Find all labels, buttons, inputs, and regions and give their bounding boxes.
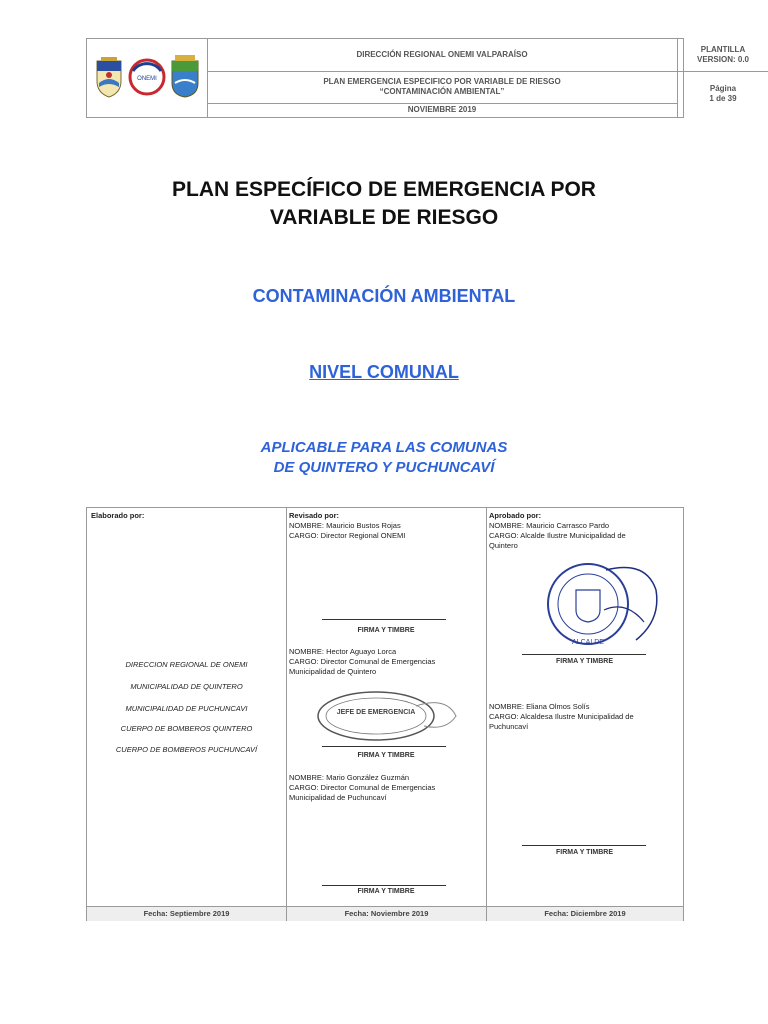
applicable-line1: APLICABLE PARA LAS COMUNAS	[260, 439, 508, 456]
emergency-stamp-icon	[306, 686, 466, 746]
revisado-label: Revisado por:	[289, 511, 340, 520]
page-title-line1: PLAN ESPECÍFICO DE EMERGENCIA POR	[172, 178, 596, 201]
header-plan-line2: “CONTAMINACIÓN AMBIENTAL”	[379, 87, 505, 96]
header-middle	[207, 39, 678, 117]
rev1-name: NOMBRE: Mauricio Bustos Rojas	[289, 521, 401, 530]
firma-label: FIRMA Y TIMBRE	[357, 752, 415, 759]
rev1-role: CARGO: Director Regional ONEMI	[289, 531, 406, 540]
apr1-role-line1: CARGO: Alcalde Ilustre Municipalidad de	[489, 531, 626, 540]
signature-line	[522, 654, 646, 655]
header-pagina-value: 1 de 39	[709, 94, 737, 103]
header-right	[677, 39, 768, 117]
institution-4: CUERPO DE BOMBEROS QUINTERO	[120, 724, 253, 733]
apr2-name: NOMBRE: Eliana Olmos Solís	[489, 702, 590, 711]
onemi-logo-icon	[128, 57, 166, 97]
firma-label: FIRMA Y TIMBRE	[555, 849, 614, 856]
column-revisado	[286, 508, 487, 906]
header-org: DIRECCIÓN REGIONAL ONEMI VALPARAÍSO	[356, 50, 528, 59]
firma-label: FIRMA Y TIMBRE	[555, 658, 614, 665]
signature-line	[322, 885, 446, 886]
level-title: NIVEL COMUNAL	[309, 362, 459, 382]
apr1-role-line2: Quintero	[489, 541, 518, 550]
signature-line	[322, 746, 446, 747]
emergency-stamp-text: JEFE DE EMERGENCIA	[336, 709, 416, 716]
municipal-seal-icon	[516, 560, 666, 652]
apr1-name: NOMBRE: Mauricio Carrasco Pardo	[489, 521, 610, 530]
institution-3: MUNICIPALIDAD DE PUCHUNCAVI	[125, 704, 248, 713]
header-plan	[207, 71, 677, 103]
institution-1: DIRECCION REGIONAL DE ONEMI	[125, 660, 248, 669]
apr2-role-line1: CARGO: Alcaldesa Ilustre Municipalidad de	[489, 712, 634, 721]
header-date: NOVIEMBRE 2019	[407, 105, 477, 114]
rev3-role-line2: Municipalidad de Puchuncaví	[289, 793, 387, 802]
quintero-coat-of-arms-icon	[169, 53, 201, 99]
fecha-revisado: Fecha: Noviembre 2019	[287, 907, 487, 921]
signature-table	[86, 507, 684, 921]
header-pagina-label: Página	[709, 84, 737, 93]
firma-label: FIRMA Y TIMBRE	[357, 888, 415, 895]
page-title	[0, 176, 768, 232]
rev2-role-line2: Municipalidad de Quintero	[289, 667, 377, 676]
subtitle: CONTAMINACIÓN AMBIENTAL	[252, 286, 516, 306]
apr2-role-line2: Puchuncaví	[489, 722, 529, 731]
applicable-text	[0, 438, 768, 478]
header-logos	[87, 39, 208, 117]
column-aprobado	[486, 508, 683, 906]
rev3-name: NOMBRE: Mario González Guzmán	[289, 773, 410, 782]
applicable-line2: DE QUINTERO Y PUCHUNCAVÍ	[273, 459, 495, 476]
elaborado-label: Elaborado por:	[91, 511, 145, 520]
signature-line	[322, 619, 446, 620]
page-title-line2: VARIABLE DE RIESGO	[269, 206, 499, 229]
rev3-role-line1: CARGO: Director Comunal de Emergencias	[289, 783, 436, 792]
institution-5: CUERPO DE BOMBEROS PUCHUNCAVÍ	[115, 745, 258, 754]
fecha-elaborado: Fecha: Septiembre 2019	[87, 907, 287, 921]
firma-label: FIRMA Y TIMBRE	[357, 627, 415, 634]
header-plantilla: PLANTILLA	[700, 45, 746, 54]
header-version: VERSION: 0.0	[696, 55, 749, 64]
fecha-aprobado: Fecha: Diciembre 2019	[544, 909, 626, 918]
document-header	[86, 38, 749, 118]
dates-row	[87, 906, 683, 921]
rev2-role-line1: CARGO: Director Comunal de Emergencias	[289, 657, 436, 666]
municipal-seal-text: ALCALDE	[572, 639, 604, 646]
header-plan-line1: PLAN EMERGENCIA ESPECIFICO POR VARIABLE DE RIESGO	[323, 77, 561, 86]
aprobado-label: Aprobado por:	[489, 511, 542, 520]
institution-2: MUNICIPALIDAD DE QUINTERO	[130, 682, 243, 691]
signature-line	[522, 845, 646, 846]
onemi-logo-text: ONEMI	[137, 76, 157, 82]
rev2-name: NOMBRE: Hector Aguayo Lorca	[289, 647, 397, 656]
valparaiso-coat-of-arms-icon	[93, 55, 125, 99]
column-elaborado	[87, 508, 287, 906]
